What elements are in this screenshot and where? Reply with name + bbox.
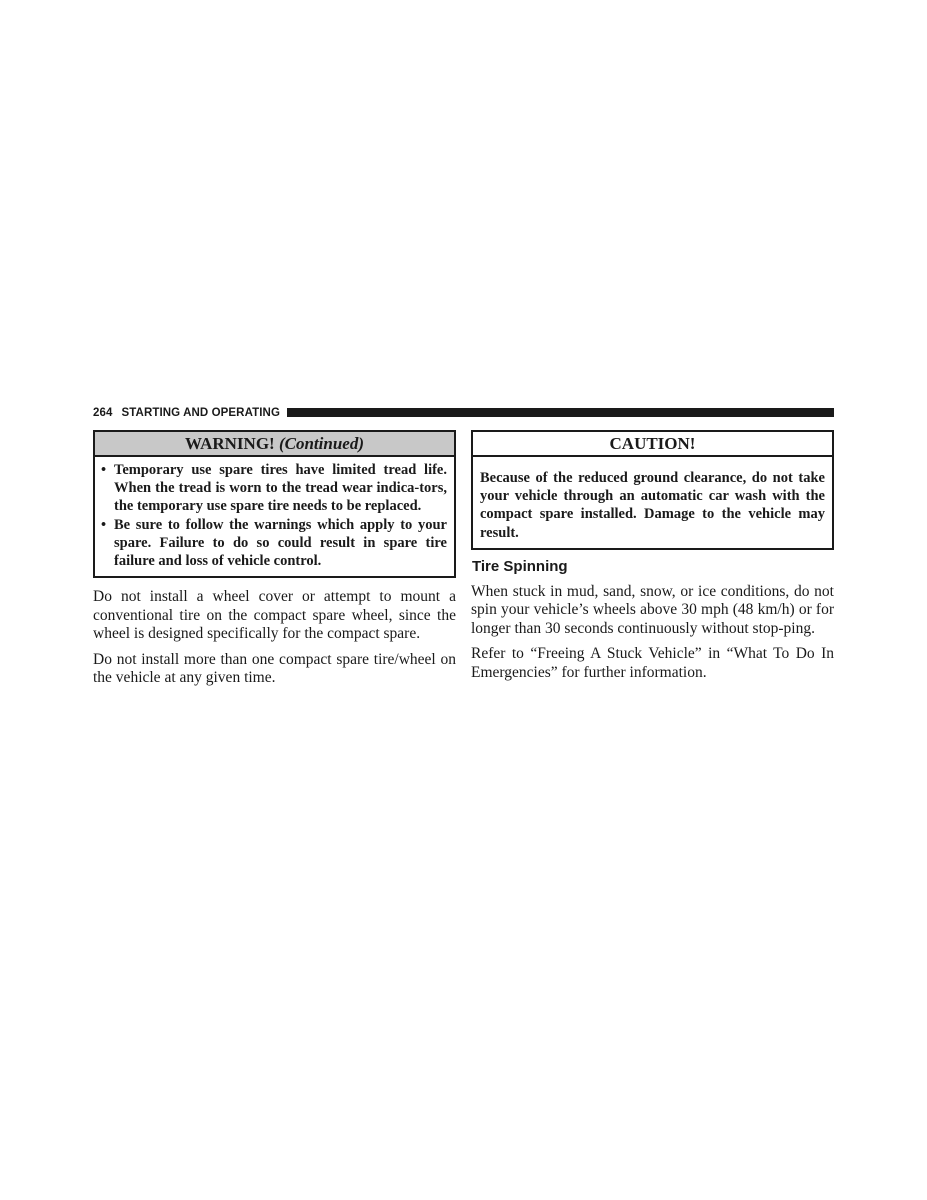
page-header [93,405,834,420]
warning-title-continued: (Continued) [278,434,364,453]
body-paragraph: Do not install a wheel cover or attempt to mount a conventional tire on the compact spare wheel, since the wheel is designed specifically for the compact spare. [93,588,456,643]
body-paragraph: When stuck in mud, sand, snow, or ice conditions, do not spin your vehicle’s wheels above 30 mph (48 km/h) or for longer than 30 seconds continuously without stop-ping. [471,582,834,637]
warning-title [95,432,454,457]
caution-body: Because of the reduced ground clearance, do not take your vehicle through an automatic car wash with the compact spare installed. Damage to the vehicle may result. [480,470,825,541]
right-column [471,430,834,682]
warning-body [95,457,454,576]
warning-bullet-text: Be sure to follow the warnings which apply to your spare. Failure to do so could result in spare tire failure and loss of vehicle control. [114,516,447,570]
bullet-icon: • [101,462,107,478]
warning-title-text: WARNING! [184,434,275,453]
caution-title: CAUTION! [473,432,832,457]
section-heading: Tire Spinning [472,557,568,575]
warning-bullet-text: Temporary use spare tires have limited tread life. When the tread is worn to the tread wear indica-tors, the temporary use spare tire needs to be replaced. [114,462,447,515]
warning-bullet [101,461,447,516]
left-column [93,430,456,688]
warning-bullet [101,516,447,571]
body-paragraph: Refer to “Freeing A Stuck Vehicle” in “What To Do In Emergencies” for further information. [471,645,834,681]
page-number: 264 [93,406,113,419]
section-title: STARTING AND OPERATING [121,406,281,419]
warning-box [93,430,456,578]
body-paragraph: Do not install more than one compact spare tire/wheel on the vehicle at any given time. [93,650,456,687]
caution-box [471,430,834,550]
header-rule [287,408,834,417]
bullet-icon: • [101,516,107,533]
